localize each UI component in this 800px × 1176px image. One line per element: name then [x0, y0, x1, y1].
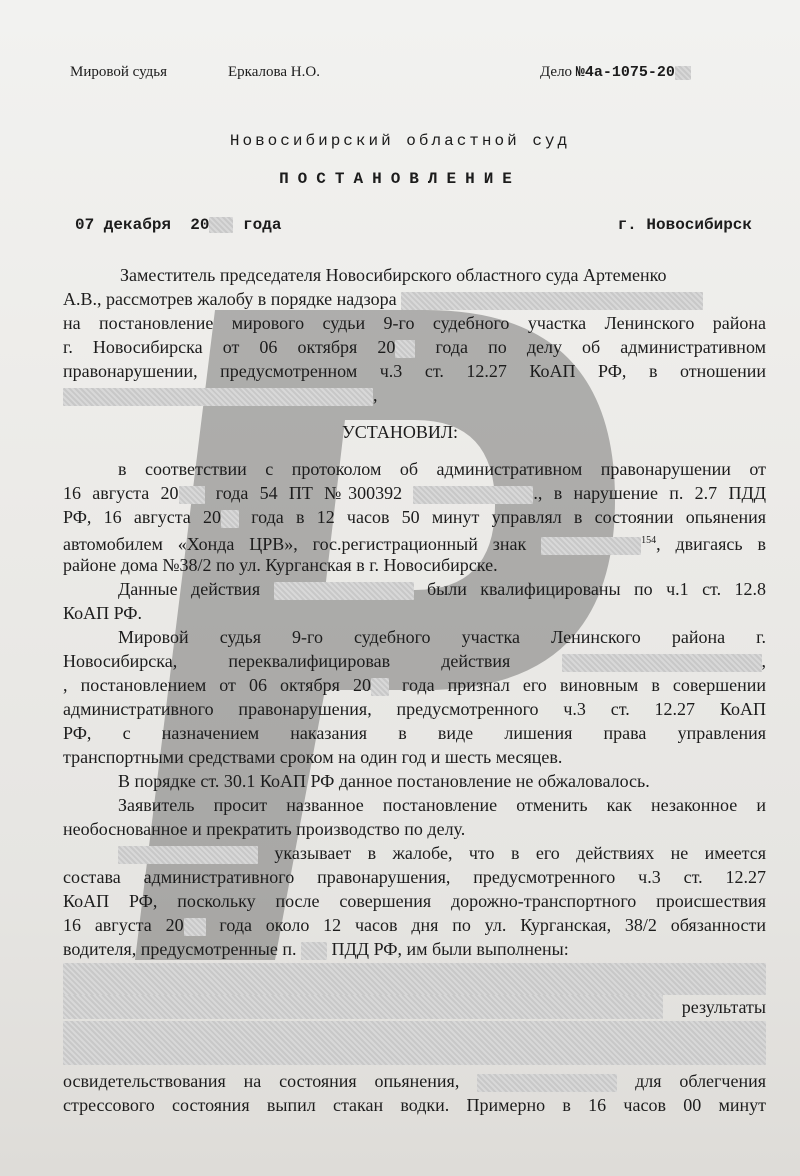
text-line: транспортными средствами сроком на один год и шесть месяцев.: [63, 747, 563, 767]
text-line: необоснованное и прекратить производство по делу.: [63, 819, 466, 839]
document-city: г. Новосибирск: [617, 216, 752, 234]
judge-name: Еркалова Н.О.: [228, 64, 320, 80]
redaction: [179, 486, 205, 504]
text-line: В порядке ст. 30.1 КоАП РФ данное постановление не обжаловалось.: [118, 771, 650, 791]
text-line: г. Новосибирска от 06 октября 20 года по делу об административном: [63, 337, 766, 357]
redaction: [401, 292, 703, 310]
text-line: РФ, 16 августа 20 года в 12 часов 50 минут управлял в состоянии опьянения: [63, 507, 767, 527]
redaction: [395, 340, 415, 358]
text-line: Заявитель просит названное постановление отменить как незаконное и: [118, 795, 766, 815]
text-line: КоАП РФ.: [63, 603, 143, 623]
text-line: Новосибирска, переквалифицировав действия ,: [63, 651, 766, 671]
text-line: правонарушении, предусмотренном ч.3 ст. 12.27 КоАП РФ, в отношении: [63, 361, 766, 381]
text-line: РФ, с назначением наказания в виде лишения права управления: [63, 723, 766, 743]
text-line: Заместитель председателя Новосибирского областного суда Артеменко: [120, 265, 667, 285]
redaction: [371, 678, 389, 696]
court-name: Новосибирский областной суд: [229, 132, 571, 150]
section-title: УСТАНОВИЛ:: [341, 422, 459, 442]
text-line: состава административного правонарушения, предусмотренного ч.3 ст. 12.27: [63, 867, 766, 887]
redaction: [221, 510, 239, 528]
redaction: [63, 963, 766, 995]
text-line: Мировой судья 9-го судебного участка Ленинского района г.: [118, 627, 766, 647]
judge-title: Мировой судья: [70, 64, 168, 80]
redaction: [63, 388, 373, 406]
redaction: [562, 654, 762, 672]
text-line: 16 августа 20 года 54 ПТ №300392 ., в нарушение п. 2.7 ПДД: [63, 483, 766, 503]
text-line: административного правонарушения, предусмотренного ч.3 ст. 12.27 КоАП: [63, 699, 766, 719]
document-date: 07 декабря 20 года: [75, 216, 282, 234]
text-line: районе дома №38/2 по ул. Курганская в г. Новосибирске.: [63, 555, 498, 575]
text-line: А.В., рассмотрев жалобу в порядке надзора: [63, 287, 766, 311]
text-line: освидетельствования на состояния опьянения, для облегчения: [63, 1071, 767, 1091]
text-line: автомобилем «Хонда ЦРВ», гос.регистрационный знак $^{154}$, двигаясь в: [63, 534, 767, 554]
case-number: Дело №4а-1075-20: [540, 64, 691, 81]
text-line: КоАП РФ, поскольку после совершения дорожно-транспортного происшествия: [63, 891, 766, 911]
redaction: [184, 918, 206, 936]
redaction: [63, 995, 663, 1019]
redaction: [477, 1074, 617, 1092]
text-line: в соответствии с протоколом об административном правонарушении от: [118, 459, 766, 479]
redaction: [274, 582, 414, 600]
document-title: ПОСТАНОВЛЕНИЕ: [279, 170, 521, 188]
text-line: результаты: [681, 997, 766, 1017]
text-line: ,: [63, 383, 766, 407]
redaction: [675, 66, 691, 80]
text-line: на постановление мирового судьи 9-го судебного участка Ленинского района: [63, 313, 766, 333]
text-line: указывает в жалобе, что в его действиях не имеется: [118, 841, 766, 865]
text-line: стрессового состояния выпил стакан водки. Примерно в 16 часов 00 минут: [63, 1095, 766, 1115]
text-line: 16 августа 20 года около 12 часов дня по ул. Курганская, 38/2 обязанности: [63, 915, 767, 935]
redaction: [301, 942, 327, 960]
text-line: водителя, предусмотренные п. ПДД РФ, им были выполнены:: [63, 939, 569, 959]
redaction: [413, 486, 533, 504]
redaction: [63, 1021, 766, 1065]
text-line: Данные действия были квалифицированы по ч.1 ст. 12.8: [118, 579, 767, 599]
redaction: [209, 217, 233, 233]
redaction: [118, 846, 258, 864]
text-line: , постановлением от 06 октября 20 года признал его виновным в совершении: [63, 675, 766, 695]
